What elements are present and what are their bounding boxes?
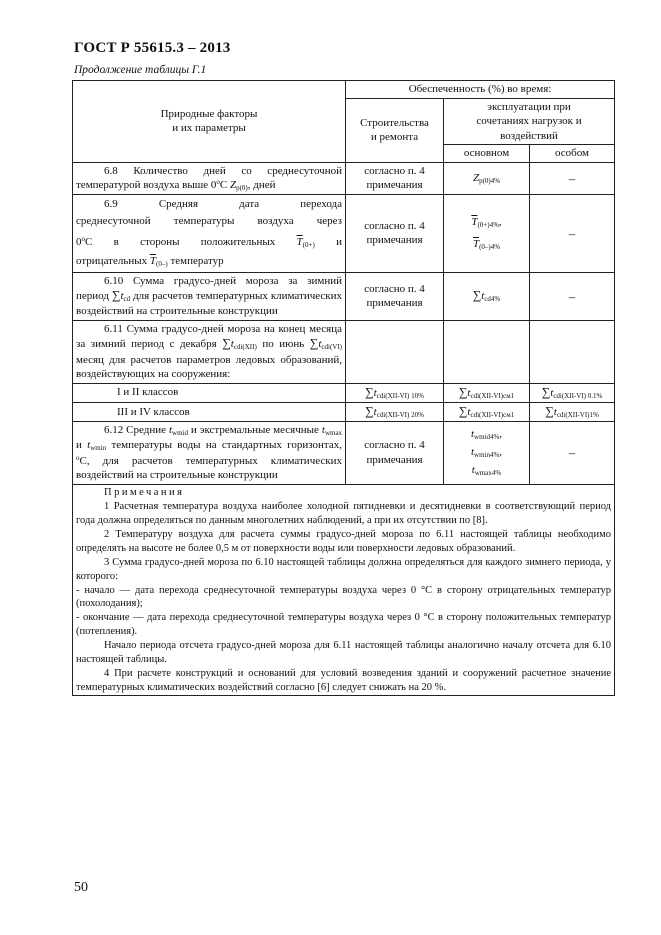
t-subscript-pos: (0+)4% bbox=[477, 221, 499, 230]
note-4: 4 При расчете конструкций и оснований для условий возведения зданий и сооружений расчетное значение температурных климатических воздействий согласно [6] следует снижать на 20 %. bbox=[76, 667, 612, 693]
class-3-4-main bbox=[444, 402, 530, 421]
sum-symbol: ∑ bbox=[541, 384, 551, 399]
row-6-12-factor bbox=[73, 422, 346, 485]
row-6-11-factor bbox=[73, 320, 346, 383]
t-bar-symbol: $\overline{T}$ bbox=[472, 238, 480, 251]
sum-symbol: ∑ bbox=[222, 336, 231, 351]
row-6-8-main bbox=[444, 162, 530, 195]
header-exploitation-line2: сочетаниях нагрузок и bbox=[476, 115, 582, 128]
row-6-10-main bbox=[444, 272, 530, 320]
row-6-12-text-c: температуры воды на стандартных горизонтах, bbox=[111, 439, 342, 452]
header-construction-line2: и ремонта bbox=[370, 131, 419, 144]
t-symbol: t bbox=[321, 424, 325, 437]
table-row-6-8 bbox=[73, 162, 615, 195]
t-subscript-pos: (0+) bbox=[302, 241, 315, 250]
note-3: 3 Сумма градусо-дней мороза по 6.10 настоящей таблицы должна определяться для каждого зимнего периода, у которого: bbox=[76, 556, 612, 582]
row-6-8-special: – bbox=[530, 162, 615, 195]
row-6-9-line3-text: С в стороны положительных bbox=[85, 236, 276, 249]
t-symbol: t bbox=[230, 338, 234, 351]
class-1-2-label: I и II классов bbox=[73, 383, 346, 402]
header-construction-line1: Строительства bbox=[360, 116, 429, 129]
t-subscript: cdi(XII) bbox=[233, 343, 257, 352]
header-main: основном bbox=[444, 145, 530, 163]
sum-symbol: ∑ bbox=[111, 288, 121, 303]
t-symbol: t bbox=[481, 290, 485, 303]
class-3-4-construction bbox=[346, 402, 444, 421]
row-6-8-construction: согласно п. 4 примечания bbox=[346, 162, 444, 195]
t-bar-symbol: $\overline{T}$ bbox=[471, 216, 478, 229]
table-header-row-1 bbox=[73, 81, 615, 99]
comma: , bbox=[499, 445, 503, 458]
comma: , bbox=[499, 428, 503, 441]
degree-sign: о bbox=[76, 453, 80, 462]
t-subscript: wmid4% bbox=[474, 433, 500, 442]
row-6-9-and: и bbox=[336, 236, 343, 249]
t-subscript: cdi(VI) bbox=[321, 343, 343, 352]
header-factors-line2: и их параметры bbox=[172, 122, 246, 135]
row-6-9-special: – bbox=[530, 195, 615, 272]
row-6-10-factor bbox=[73, 272, 346, 320]
t-symbol: t bbox=[467, 405, 471, 418]
sum-symbol: ∑ bbox=[309, 336, 319, 351]
row-6-12-text-b: и экстремальные месячные bbox=[190, 424, 319, 437]
t-subscript: cd bbox=[123, 295, 131, 304]
note-3-end: - окончание — дата перехода среднесуточной температуры воздуха через 0 °С в сторону положительных температур (потепления). bbox=[76, 612, 612, 638]
row-6-9-line3 bbox=[76, 234, 342, 251]
row-6-12-text-a: 6.12 Средние bbox=[104, 424, 167, 437]
t-symbol: t bbox=[470, 445, 475, 458]
row-6-9-temperatures: температур bbox=[170, 255, 224, 268]
t-symbol: t bbox=[550, 386, 554, 399]
row-6-9-factor bbox=[73, 195, 346, 272]
row-6-11-text-b: по июнь bbox=[262, 338, 305, 351]
row-6-8-factor bbox=[73, 162, 346, 195]
t-symbol: t bbox=[470, 428, 475, 441]
table-row-6-10 bbox=[73, 272, 615, 320]
table-row-class-3-4 bbox=[73, 402, 615, 421]
t-symbol: t bbox=[471, 463, 475, 476]
row-6-11-main bbox=[444, 320, 530, 383]
row-6-12-and: и bbox=[76, 439, 82, 452]
header-exploitation-line1: эксплуатации при bbox=[487, 100, 571, 113]
row-6-10-text-b: для расчетов температурных климатических воздействий на строительные конструкции bbox=[76, 290, 343, 318]
z-subscript: p(0) bbox=[236, 184, 248, 193]
t-subscript: cdi(XII-VI)cм1 bbox=[470, 410, 515, 419]
row-6-11-text-a: 6.11 Сумма градусо-дней мороза на конец месяца за зимний период с декабря bbox=[76, 322, 342, 351]
t-subscript: cd4% bbox=[484, 295, 501, 304]
row-6-9-zero: 0 bbox=[76, 236, 82, 249]
comma: , bbox=[498, 216, 502, 229]
note-1: 1 Расчетная температура воздуха наиболее холодной пятидневки и десятидневки в соответствующий период года должна определяться по данным многолетних наблюдений, а при их отсутствии по [8]. bbox=[76, 501, 612, 527]
table-row-class-1-2 bbox=[73, 383, 615, 402]
header-special: особом bbox=[530, 145, 615, 163]
notes-heading: Примечания bbox=[104, 486, 185, 498]
note-2: 2 Температуру воздуха для расчета суммы градусо-дней мороза по 6.11 настоящей таблицы необходимо определять на высоте не более 0,5 м от поверхности воды или поверхности ледовых образований. bbox=[76, 529, 612, 554]
t-subscript-neg: (0–)4% bbox=[479, 243, 501, 252]
row-6-11-text-c: месяц для расчетов параметров ледовых образований, воздействующих на сооружения: bbox=[76, 353, 342, 381]
class-1-2-construction bbox=[346, 383, 444, 402]
t-symbol: t bbox=[373, 405, 377, 418]
table-row-6-12 bbox=[73, 422, 615, 485]
header-provision: Обеспеченность (%) во время: bbox=[346, 81, 615, 99]
note-3-period: Начало периода отсчета градусо-дней мороза для 6.11 настоящей таблицы аналогично началу отсчета для 6.10 настоящей таблицы. bbox=[76, 639, 612, 665]
t-symbol: t bbox=[87, 439, 91, 452]
sum-symbol: ∑ bbox=[458, 403, 468, 418]
t-symbol: t bbox=[553, 405, 557, 418]
row-6-10-construction: согласно п. 4 примечания bbox=[346, 272, 444, 320]
document-title: ГОСТ Р 55615.3 – 2013 bbox=[74, 40, 231, 56]
t-bar-symbol: $\overline{T}$ bbox=[296, 236, 303, 249]
row-6-11-construction bbox=[346, 320, 444, 383]
row-6-9-line1: 6.9 Средняя дата перехода bbox=[104, 198, 342, 211]
t-subscript-neg: (0–) bbox=[156, 260, 168, 269]
t-subscript: cdi(XII-VI)cм1 bbox=[470, 391, 515, 400]
sum-symbol: ∑ bbox=[472, 288, 482, 303]
sum-symbol: ∑ bbox=[365, 403, 374, 418]
row-6-8-text-a: 6.8 Количество дней со среднесуточной температурой воздуха выше 0 bbox=[76, 164, 342, 192]
t-subscript: wmax4% bbox=[474, 468, 502, 477]
row-6-12-text-d: С, для расчетов температурных климатических воздействий на строительные конструкции bbox=[76, 454, 342, 482]
degree-sign: о bbox=[81, 235, 85, 244]
t-subscript: wmid bbox=[172, 429, 188, 438]
row-6-9-line4 bbox=[76, 253, 342, 270]
t-subscript: wmax bbox=[324, 429, 343, 438]
header-construction bbox=[346, 98, 444, 162]
t-subscript: cdi(XII-VI) 20% bbox=[376, 410, 424, 419]
header-factors-line1: Природные факторы bbox=[160, 107, 258, 120]
row-6-12-special: – bbox=[530, 422, 615, 485]
t-subscript: cdi(XII-VI) 0.1% bbox=[553, 391, 603, 400]
sum-symbol: ∑ bbox=[365, 384, 374, 399]
z-symbol: Z bbox=[472, 171, 480, 184]
row-6-9-line2: среднесуточной температуры воздуха через bbox=[76, 215, 342, 228]
row-6-8-text-c: , дней bbox=[247, 179, 276, 192]
z-subscript: p(0)4% bbox=[479, 176, 501, 185]
page-number: 50 bbox=[74, 880, 88, 895]
class-3-4-special bbox=[530, 402, 615, 421]
row-6-11-special bbox=[530, 320, 615, 383]
class-3-4-label: III и IV классов bbox=[73, 402, 346, 421]
row-6-10-text-a: 6.10 Сумма градусо-дней мороза за зимний период bbox=[76, 274, 342, 303]
row-6-9-line4-text: отрицательных bbox=[76, 255, 148, 268]
z-symbol: Z bbox=[229, 179, 237, 192]
row-6-9-main bbox=[444, 195, 530, 272]
row-6-12-main bbox=[444, 422, 530, 485]
t-symbol: t bbox=[168, 424, 173, 437]
t-subscript: cdi(XII-VI)1% bbox=[556, 410, 599, 419]
t-bar-symbol: $\overline{T}$ bbox=[149, 255, 157, 268]
class-1-2-main bbox=[444, 383, 530, 402]
climate-factors-table bbox=[72, 80, 615, 696]
row-6-12-construction: согласно п. 4 примечания bbox=[346, 422, 444, 485]
t-subscript: wmin4% bbox=[474, 450, 500, 459]
t-symbol: t bbox=[318, 338, 322, 351]
class-1-2-special bbox=[530, 383, 615, 402]
row-6-8-text-b: С bbox=[219, 179, 230, 192]
t-symbol: t bbox=[120, 290, 124, 303]
header-exploitation-line3: воздействий bbox=[500, 129, 558, 142]
t-symbol: t bbox=[373, 386, 377, 399]
table-row-6-11 bbox=[73, 320, 615, 383]
row-6-9-construction: согласно п. 4 примечания bbox=[346, 195, 444, 272]
t-subscript: wmin bbox=[90, 444, 107, 453]
header-exploitation bbox=[444, 98, 615, 145]
table-continuation-caption: Продолжение таблицы Г.1 bbox=[74, 64, 207, 76]
sum-symbol: ∑ bbox=[458, 384, 468, 399]
notes-row bbox=[73, 484, 615, 696]
sum-symbol: ∑ bbox=[545, 403, 554, 418]
row-6-10-special: – bbox=[530, 272, 615, 320]
degree-sign: о bbox=[216, 178, 220, 187]
header-factors bbox=[73, 81, 346, 163]
note-3-start: - начало — дата перехода среднесуточной температуры воздуха через 0 °С в сторону отрицательных температур (похолодания); bbox=[76, 584, 612, 610]
notes-cell bbox=[73, 484, 615, 696]
t-subscript: cdi(XII-VI) 10% bbox=[376, 391, 424, 400]
t-symbol: t bbox=[467, 386, 471, 399]
table-row-6-9 bbox=[73, 195, 615, 272]
